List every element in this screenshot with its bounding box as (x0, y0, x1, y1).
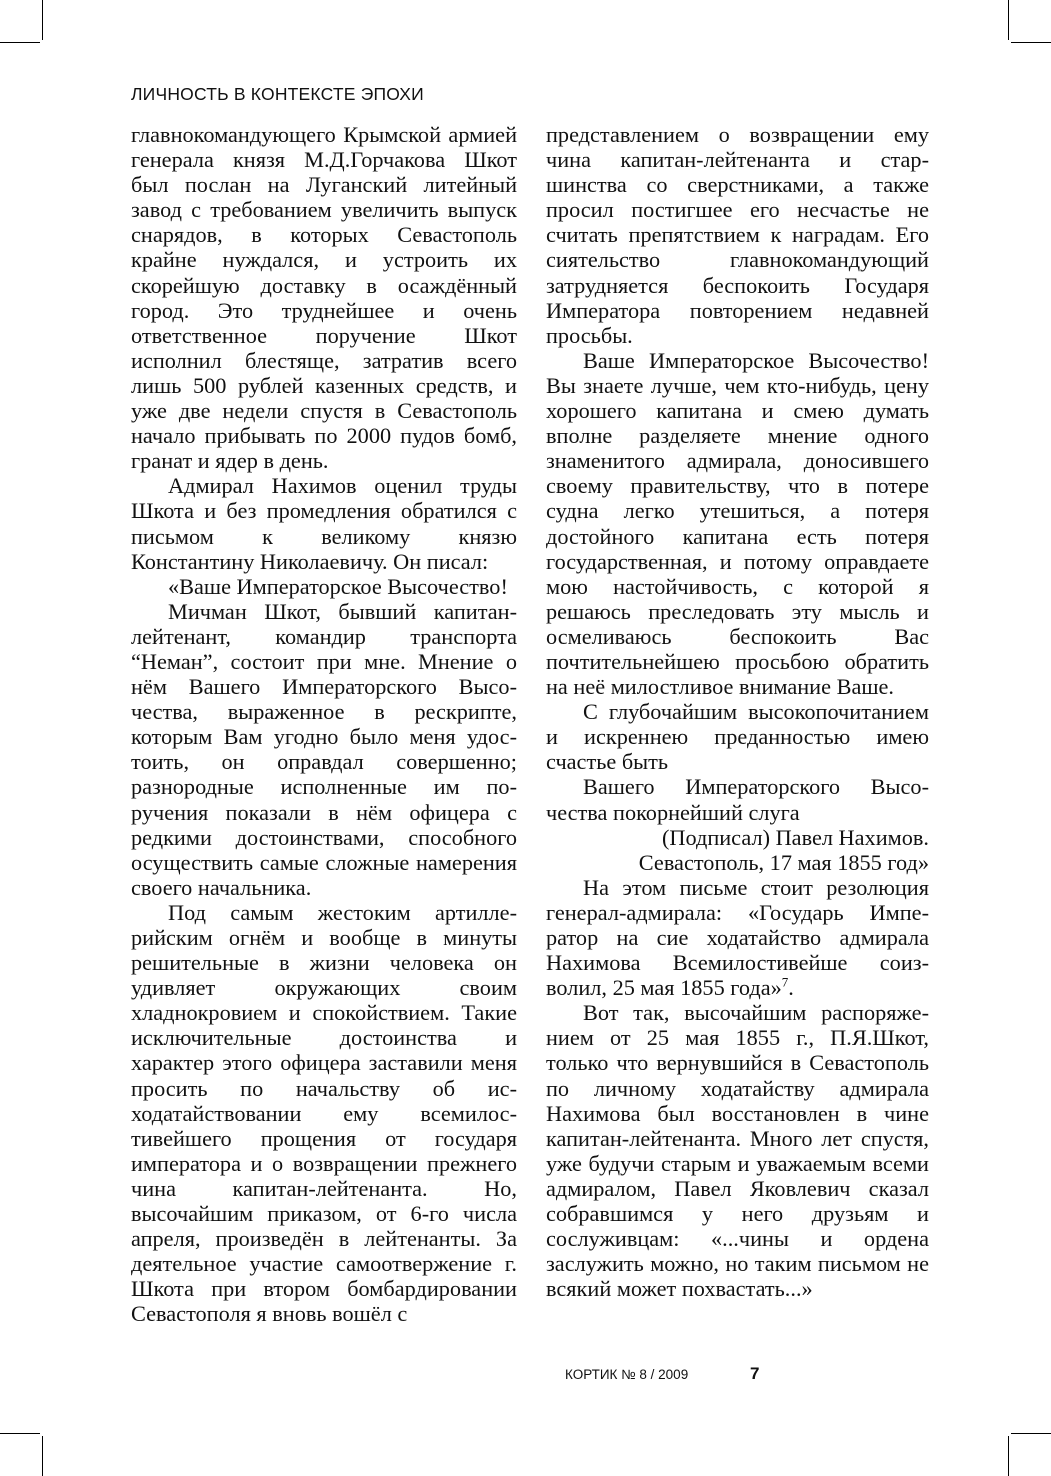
paragraph: главнокомандующего Крымской армией генерала князя М.Д.Горчакова Шкот был послан на Луганский литейный завод с требованием увеличить выпуск снарядов, в которых Севастополь крайне нуждался, и устроить их скорейшую доставку в осаждённый город. Это труднейшее и очень ответственное поручение Шкот исполнил блестяще, затратив всего лишь 500 рублей казенных средств, и уже две недели спустя в Севастополь начало прибывать по 2000 пудов бомб, гранат и ядер в день. (131, 122, 517, 474)
paragraph-text: На этом письме стоит резолюция генерал-адмирала: «Государь Император на сие ходатайство адмирала Нахимова Всемилостивейше соизволил, 25 мая 1855 года» (546, 874, 929, 1001)
crop-mark (1011, 1433, 1051, 1434)
footnote-ref[interactable]: 7 (781, 974, 789, 990)
crop-mark (42, 0, 43, 40)
crop-mark (0, 42, 40, 43)
crop-mark (42, 1436, 43, 1476)
section-header: ЛИЧНОСТЬ В КОНТЕКСТЕ ЭПОХИ (131, 84, 424, 104)
letter-closing: Вашего Императорского Высочества покорнейший слуга (546, 774, 929, 825)
footer-journal: КОРТИК № 8 / 2009 (565, 1367, 689, 1382)
paragraph: представлением о возвращении ему чина капитан-лейтенанта и старшинства со сверстниками, а также просил постигшее его несчастье не считать препятствием к наградам. Его сиятельство главнокомандующий затрудняется беспокоить Государя Императора повторением недавней просьбы. (546, 122, 929, 348)
crop-mark (1008, 0, 1009, 40)
paragraph: Ваше Императорское Высочество! Вы знаете лучше, чем кто-нибудь, цену хорошего капитана и смею думать вполне разделяете мнение одного знаменитого адмирала, доносившего своему правительству, что в потере судна легко утешиться, а потеря достойного капитана есть потеря государственная, и потому оправдаете мою настойчивость, с которой я решаюсь преследовать эту мысль и осмеливаюсь беспокоить Вас почтительнейшею просьбою обратить на неё милостливое внимание Ваше. (546, 347, 929, 700)
paragraph-end: . (788, 975, 794, 1001)
crop-mark (0, 1433, 40, 1434)
paragraph: Вот так, высочайшим распоряжением от 25 мая 1855 г., П.Я.Шкот, только что вернувшийся в Севастополь по личному ходатайству адмирала Нахимова был восстановлен в чине капитан-лейтенанта. Много лет спустя, уже будучи старым и уважаемым всеми адмиралом, Павел Яковлевич сказал собравшимся у него друзьям и сослуживцам: «...чины и ордена заслужить можно, но таким письмом не всякий может похвастать...» (546, 1000, 929, 1302)
letter-signature: (Подписал) Павел Нахимов. (661, 824, 929, 850)
crop-mark (1011, 42, 1051, 43)
right-column (546, 122, 929, 1301)
page-number: 7 (750, 1364, 760, 1383)
paragraph: Мичман Шкот, бывший капитан-лейтенант, командир транспорта “Неман”, состоит при мне. Мнение о нём Вашего Императорского Высочества, выраженное в рескрипте, которым Вам угодно было меня удостоить, он оправдал совершенно; разнородные исполненные им поручения показали в нём офицера с редкими достоинствами, способного осуществить самые сложные намерения своего начальника. (131, 598, 517, 900)
paragraph (546, 875, 929, 1000)
paragraph: Под самым жестоким артиллерийским огнём и вообще в минуты решительные в жизни человека он удивляет окружающих своим хладнокровием и спокойствием. Такие исключительные достоинства и характер этого офицера заставили меня просить по начальству об исходатайствовании ему всемилостивейшего прощения от государя императора и о возвращении прежнего чина капитан-лейтенанта. Но, высочайшим приказом, от 6-го числа апреля, произведён в лейтенанты. За деятельное участие самоотвержение г. Шкота при втором бомбардировании Севастополя я вновь вошёл с (131, 899, 517, 1327)
letter-salutation: «Ваше Императорское Высочество! (168, 573, 508, 599)
paragraph: С глубочайшим высокопочитанием и искреннею преданностью имею счастье быть (546, 699, 929, 775)
crop-mark (1008, 1436, 1009, 1476)
left-column (131, 122, 517, 1327)
paragraph: Адмирал Нахимов оценил труды Шкота и без промедления обратился с письмом к великому князю Константину Николаевичу. Он писал: (131, 473, 517, 574)
letter-date: Севастополь, 17 мая 1855 год» (638, 849, 929, 875)
